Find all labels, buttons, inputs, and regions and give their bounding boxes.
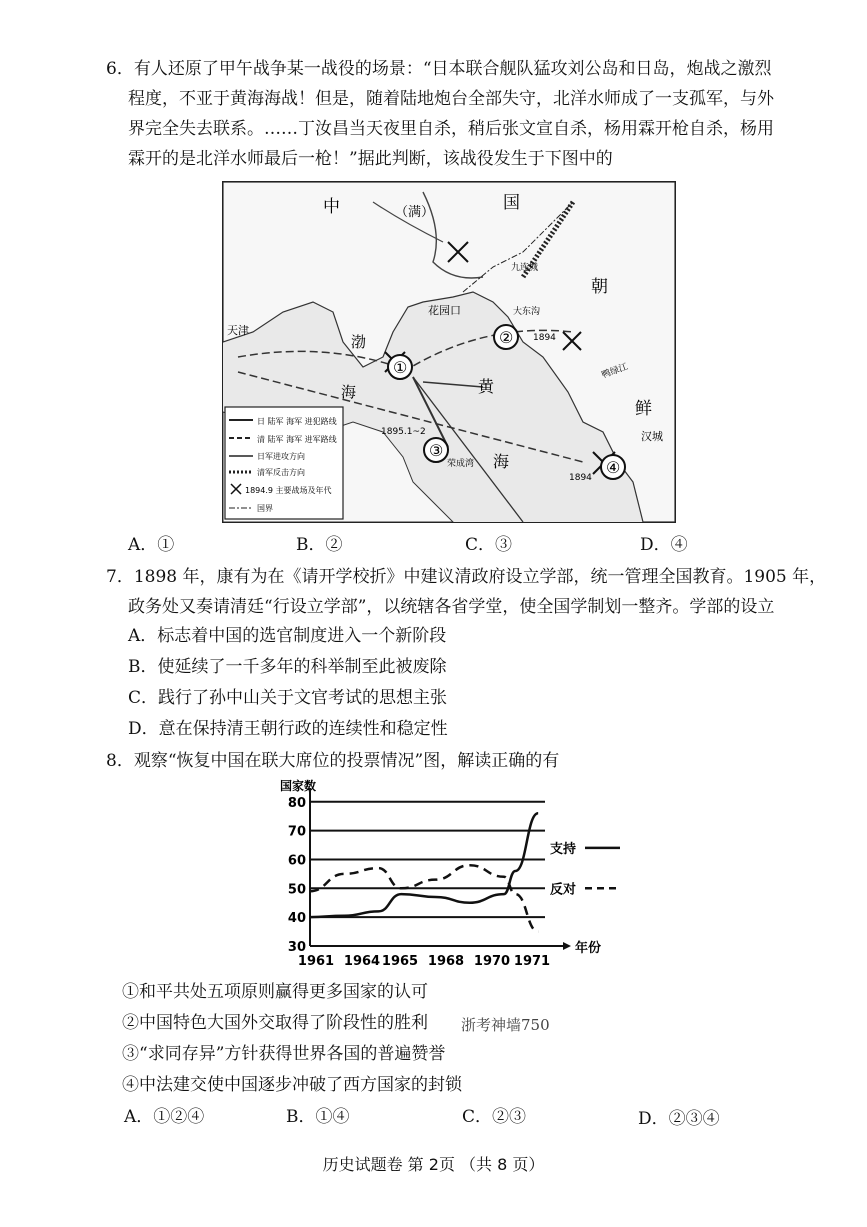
legend-item-3: 日军进攻方向 <box>257 452 305 461</box>
q7-option-a[interactable]: A．标志着中国的选官制度进入一个新阶段 <box>128 626 447 646</box>
q7-option-d[interactable]: D．意在保持清王朝行政的连续性和稳定性 <box>128 719 448 739</box>
label-hai2: 海 <box>493 452 510 471</box>
q6-line-3: 界完全失去联系。……丁汝昌当天夜里自杀，稍后张文宣自杀，杨用霖开枪自杀，杨用 <box>128 119 774 139</box>
label-hai1: 海 <box>341 383 357 401</box>
legend-label-2: 反对 <box>550 882 577 898</box>
legend-item-1: 日 陆军 海军 进犯路线 <box>257 417 337 426</box>
x-tick-1971: 1971 <box>513 954 551 969</box>
q7-line-1: 7．1898 年，康有为在《请开学校折》中建议清政府设立学部，统一管理全国教育。1905 年， <box>106 567 827 587</box>
q8-statement-3: ③“求同存异”方针获得世界各国的普遍赞誉 <box>122 1044 446 1064</box>
label-dadonggou: 大东沟 <box>513 307 541 317</box>
label-rongcheng: 荣成湾 <box>447 459 475 469</box>
label-bo: 渤 <box>351 333 367 351</box>
counter-arrow <box>423 382 483 387</box>
label-huang: 黄 <box>478 377 495 396</box>
q8-statement-2: ②中国特色大国外交取得了阶段性的胜利 <box>122 1013 428 1033</box>
legend-item-2: 清 陆军 海军 进军路线 <box>257 435 337 444</box>
label-chao: 朝 <box>591 277 608 297</box>
label-hancheng: 汉城 <box>641 430 663 443</box>
q8-statement-4: ④中法建交使中国逐步冲破了西方国家的封锁 <box>122 1075 462 1095</box>
series-line-1 <box>310 813 538 917</box>
vote-chart <box>270 776 630 972</box>
y-tick-70: 70 <box>287 824 306 840</box>
y-tick-40: 40 <box>287 911 306 927</box>
x-tick-1970: 1970 <box>473 954 511 969</box>
q7-option-c[interactable]: C．践行了孙中山关于文官考试的思想主张 <box>128 688 448 708</box>
legend-item-4: 清军反击方向 <box>257 468 305 477</box>
x-tick-1968: 1968 <box>427 954 465 969</box>
q8-option-c[interactable]: C．②③ <box>462 1107 527 1127</box>
label-huayuankou: 花园口 <box>428 304 461 317</box>
marker-3-label: ③ <box>429 441 444 460</box>
label-1895: 1895.1~2 <box>381 427 426 437</box>
page-footer: 历史试题卷 第 2页 （共 8 页） <box>322 1155 545 1174</box>
label-jiulian: 九连城 <box>511 263 539 273</box>
series-line-2 <box>310 865 538 931</box>
map-svg <box>223 182 675 522</box>
sino-japanese-war-map <box>222 181 676 523</box>
q6-line-1: 6．有人还原了甲午战争某一战役的场景：“日本联合舰队猛攻刘公岛和日岛，炮战之激烈 <box>106 59 772 79</box>
x-tick-1961: 1961 <box>297 954 335 969</box>
q6-option-a[interactable]: A．① <box>128 535 175 555</box>
label-1894a: 1894 <box>533 333 556 343</box>
q6-line-2: 程度，不亚于黄海海战！但是，随着陆地炮台全部失守，北洋水师成了一支孤军，与外 <box>128 89 774 109</box>
legend-label-1: 支持 <box>550 841 577 857</box>
label-1894b: 1894 <box>569 473 592 483</box>
watermark: 浙考神墙750 <box>461 1016 550 1034</box>
x-tick-1964: 1964 <box>343 954 381 969</box>
q7-line-2: 政务处又奏请清廷“行设立学部”，以统辖各省学堂，使全国学制划一整齐。学部的设立 <box>128 597 775 617</box>
label-yalu: 鸭绿江 <box>600 362 630 381</box>
label-manchu: （满） <box>395 205 435 220</box>
q8-option-b[interactable]: B．①④ <box>286 1107 350 1127</box>
q8-stem: 8．观察“恢复中国在联大席位的投票情况”图，解读正确的有 <box>106 751 560 771</box>
x-axis-arrow <box>563 942 571 950</box>
label-tianjin: 天津 <box>227 324 249 337</box>
marker-2-label: ② <box>499 328 514 347</box>
q8-statement-1: ①和平共处五项原则赢得更多国家的认可 <box>122 982 428 1002</box>
q6-option-d[interactable]: D．④ <box>640 535 688 555</box>
q6-option-c[interactable]: C．③ <box>465 535 513 555</box>
q8-option-d[interactable]: D．②③④ <box>638 1109 720 1129</box>
marker-1-label: ① <box>393 358 408 377</box>
label-china: 中 <box>323 197 340 217</box>
y-tick-60: 60 <box>287 853 306 869</box>
label-xian: 鲜 <box>635 399 652 419</box>
x-tick-1965: 1965 <box>381 954 419 969</box>
y-tick-80: 80 <box>287 795 306 811</box>
legend-item-6: 国界 <box>257 504 273 513</box>
q8-option-a[interactable]: A．①②④ <box>124 1107 205 1127</box>
legend-item-5: 1894.9 主要战场及年代 <box>245 486 332 495</box>
vote-chart-svg <box>270 776 630 972</box>
label-guo: 国 <box>503 193 520 213</box>
q6-option-b[interactable]: B．② <box>296 535 343 555</box>
marker-4-label: ④ <box>606 458 621 477</box>
y-tick-30: 30 <box>287 940 306 955</box>
y-tick-50: 50 <box>287 882 306 898</box>
y-axis-label: 国家数 <box>280 779 317 793</box>
q7-option-b[interactable]: B．使延续了一千多年的科举制至此被废除 <box>128 657 447 677</box>
x-axis-label: 年份 <box>575 941 602 956</box>
q6-line-4: 霖开的是北洋水师最后一枪！”据此判断，该战役发生于下图中的 <box>128 149 613 169</box>
